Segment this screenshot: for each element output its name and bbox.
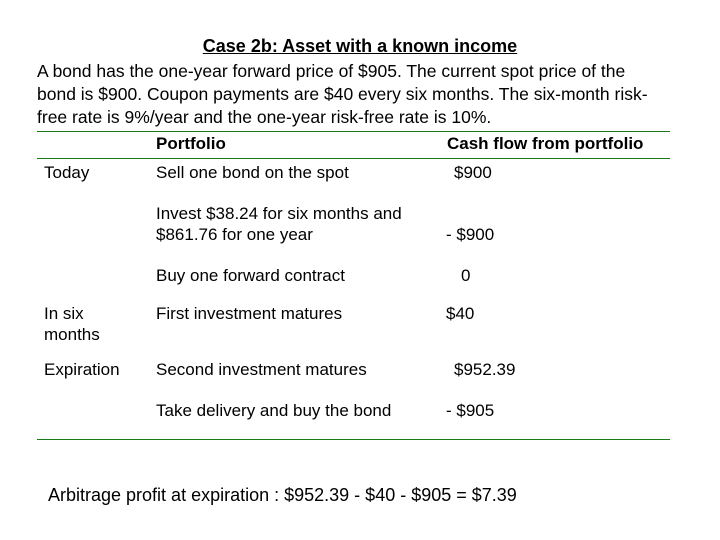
cashflow-cell: - $905 xyxy=(446,401,495,420)
cashflow-cell: 0 xyxy=(461,266,471,285)
table-bottom-rule xyxy=(37,439,670,440)
time-cell: Today xyxy=(44,163,90,182)
header-cashflow: Cash flow from portfolio xyxy=(447,134,644,153)
slide-title: Case 2b: Asset with a known income xyxy=(202,36,518,56)
cashflow-cell: $900 xyxy=(454,163,492,182)
intro-line: free rate is 9%/year and the one-year risk-free rate is 10%. xyxy=(37,107,492,127)
action-cell: Take delivery and buy the bond xyxy=(156,401,392,420)
action-cell: $861.76 for one year xyxy=(156,225,313,244)
action-cell: Second investment matures xyxy=(156,360,367,379)
intro-line: bond is $900. Coupon payments are $40 every six months. The six-month risk- xyxy=(37,84,648,104)
time-cell: Expiration xyxy=(44,360,120,379)
table-header-rule xyxy=(37,158,670,159)
header-portfolio: Portfolio xyxy=(156,134,226,153)
time-cell: In six xyxy=(44,304,84,323)
action-cell: Invest $38.24 for six months and xyxy=(156,204,402,223)
cashflow-cell: - $900 xyxy=(446,225,495,244)
action-cell: Buy one forward contract xyxy=(156,266,345,285)
action-cell: First investment matures xyxy=(156,304,343,323)
intro-line: A bond has the one-year forward price of $905. The current spot price of the xyxy=(37,61,626,81)
action-cell: Sell one bond on the spot xyxy=(156,163,349,182)
table-top-rule xyxy=(37,131,670,132)
arbitrage-profit-summary: Arbitrage profit at expiration : $952.39 - $40 - $905 = $7.39 xyxy=(48,485,517,505)
time-cell: months xyxy=(44,325,100,344)
intro-paragraph xyxy=(37,60,677,129)
cashflow-cell: $952.39 xyxy=(454,360,516,379)
cashflow-cell: $40 xyxy=(446,304,475,323)
